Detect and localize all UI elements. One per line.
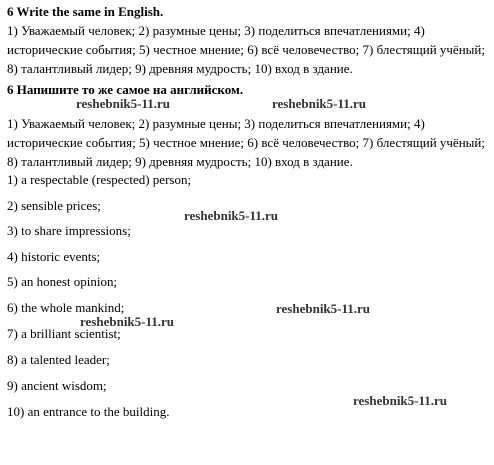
answer-1: 1) a respectable (respected) person; bbox=[7, 172, 192, 187]
answer-3: 3) to share impressions; bbox=[7, 223, 131, 238]
task-en-heading: 6 Write the same in English. bbox=[7, 4, 164, 19]
watermark: reshebnik5-11.ru bbox=[80, 314, 175, 329]
task-ru-block bbox=[7, 80, 491, 171]
answer-9: 9) ancient wisdom; bbox=[7, 378, 107, 393]
task-en-block bbox=[7, 2, 491, 78]
answer-7: 7) a brilliant scientist; bbox=[7, 326, 121, 341]
answer-8: 8) a talented leader; bbox=[7, 352, 110, 367]
answer-4: 4) historic events; bbox=[7, 249, 101, 264]
task-en-text: 1) Уважаемый человек; 2) разумные цены; 3) поделиться впечатлениями; 4) исторические события; 5) честное мнение; 6) всё человечество; 7) блестящий учёный; 8) талантливый лидер; 9) древняя мудрость; 10) вход в здание. bbox=[7, 23, 485, 76]
answer-2: 2) sensible prices; bbox=[7, 198, 101, 213]
watermark: reshebnik5-11.ru bbox=[353, 393, 448, 408]
answer-5: 5) an honest opinion; bbox=[7, 274, 118, 289]
watermark: reshebnik5-11.ru bbox=[276, 301, 371, 316]
watermark: reshebnik5-11.ru bbox=[76, 96, 171, 111]
task-ru-text: 1) Уважаемый человек; 2) разумные цены; 3) поделиться впечатлениями; 4) исторические события; 5) честное мнение; 6) всё человечество; 7) блестящий учёный; 8) талантливый лидер; 9) древняя мудрость; 10) вход в здание. bbox=[7, 116, 485, 169]
watermark: reshebnik5-11.ru bbox=[272, 96, 367, 111]
watermark: reshebnik5-11.ru bbox=[184, 208, 279, 223]
answer-10: 10) an entrance to the building. bbox=[7, 404, 170, 419]
answer-6: 6) the whole mankind; bbox=[7, 300, 125, 315]
task-ru-heading: 6 Напишите то же самое на английском. bbox=[7, 82, 244, 97]
